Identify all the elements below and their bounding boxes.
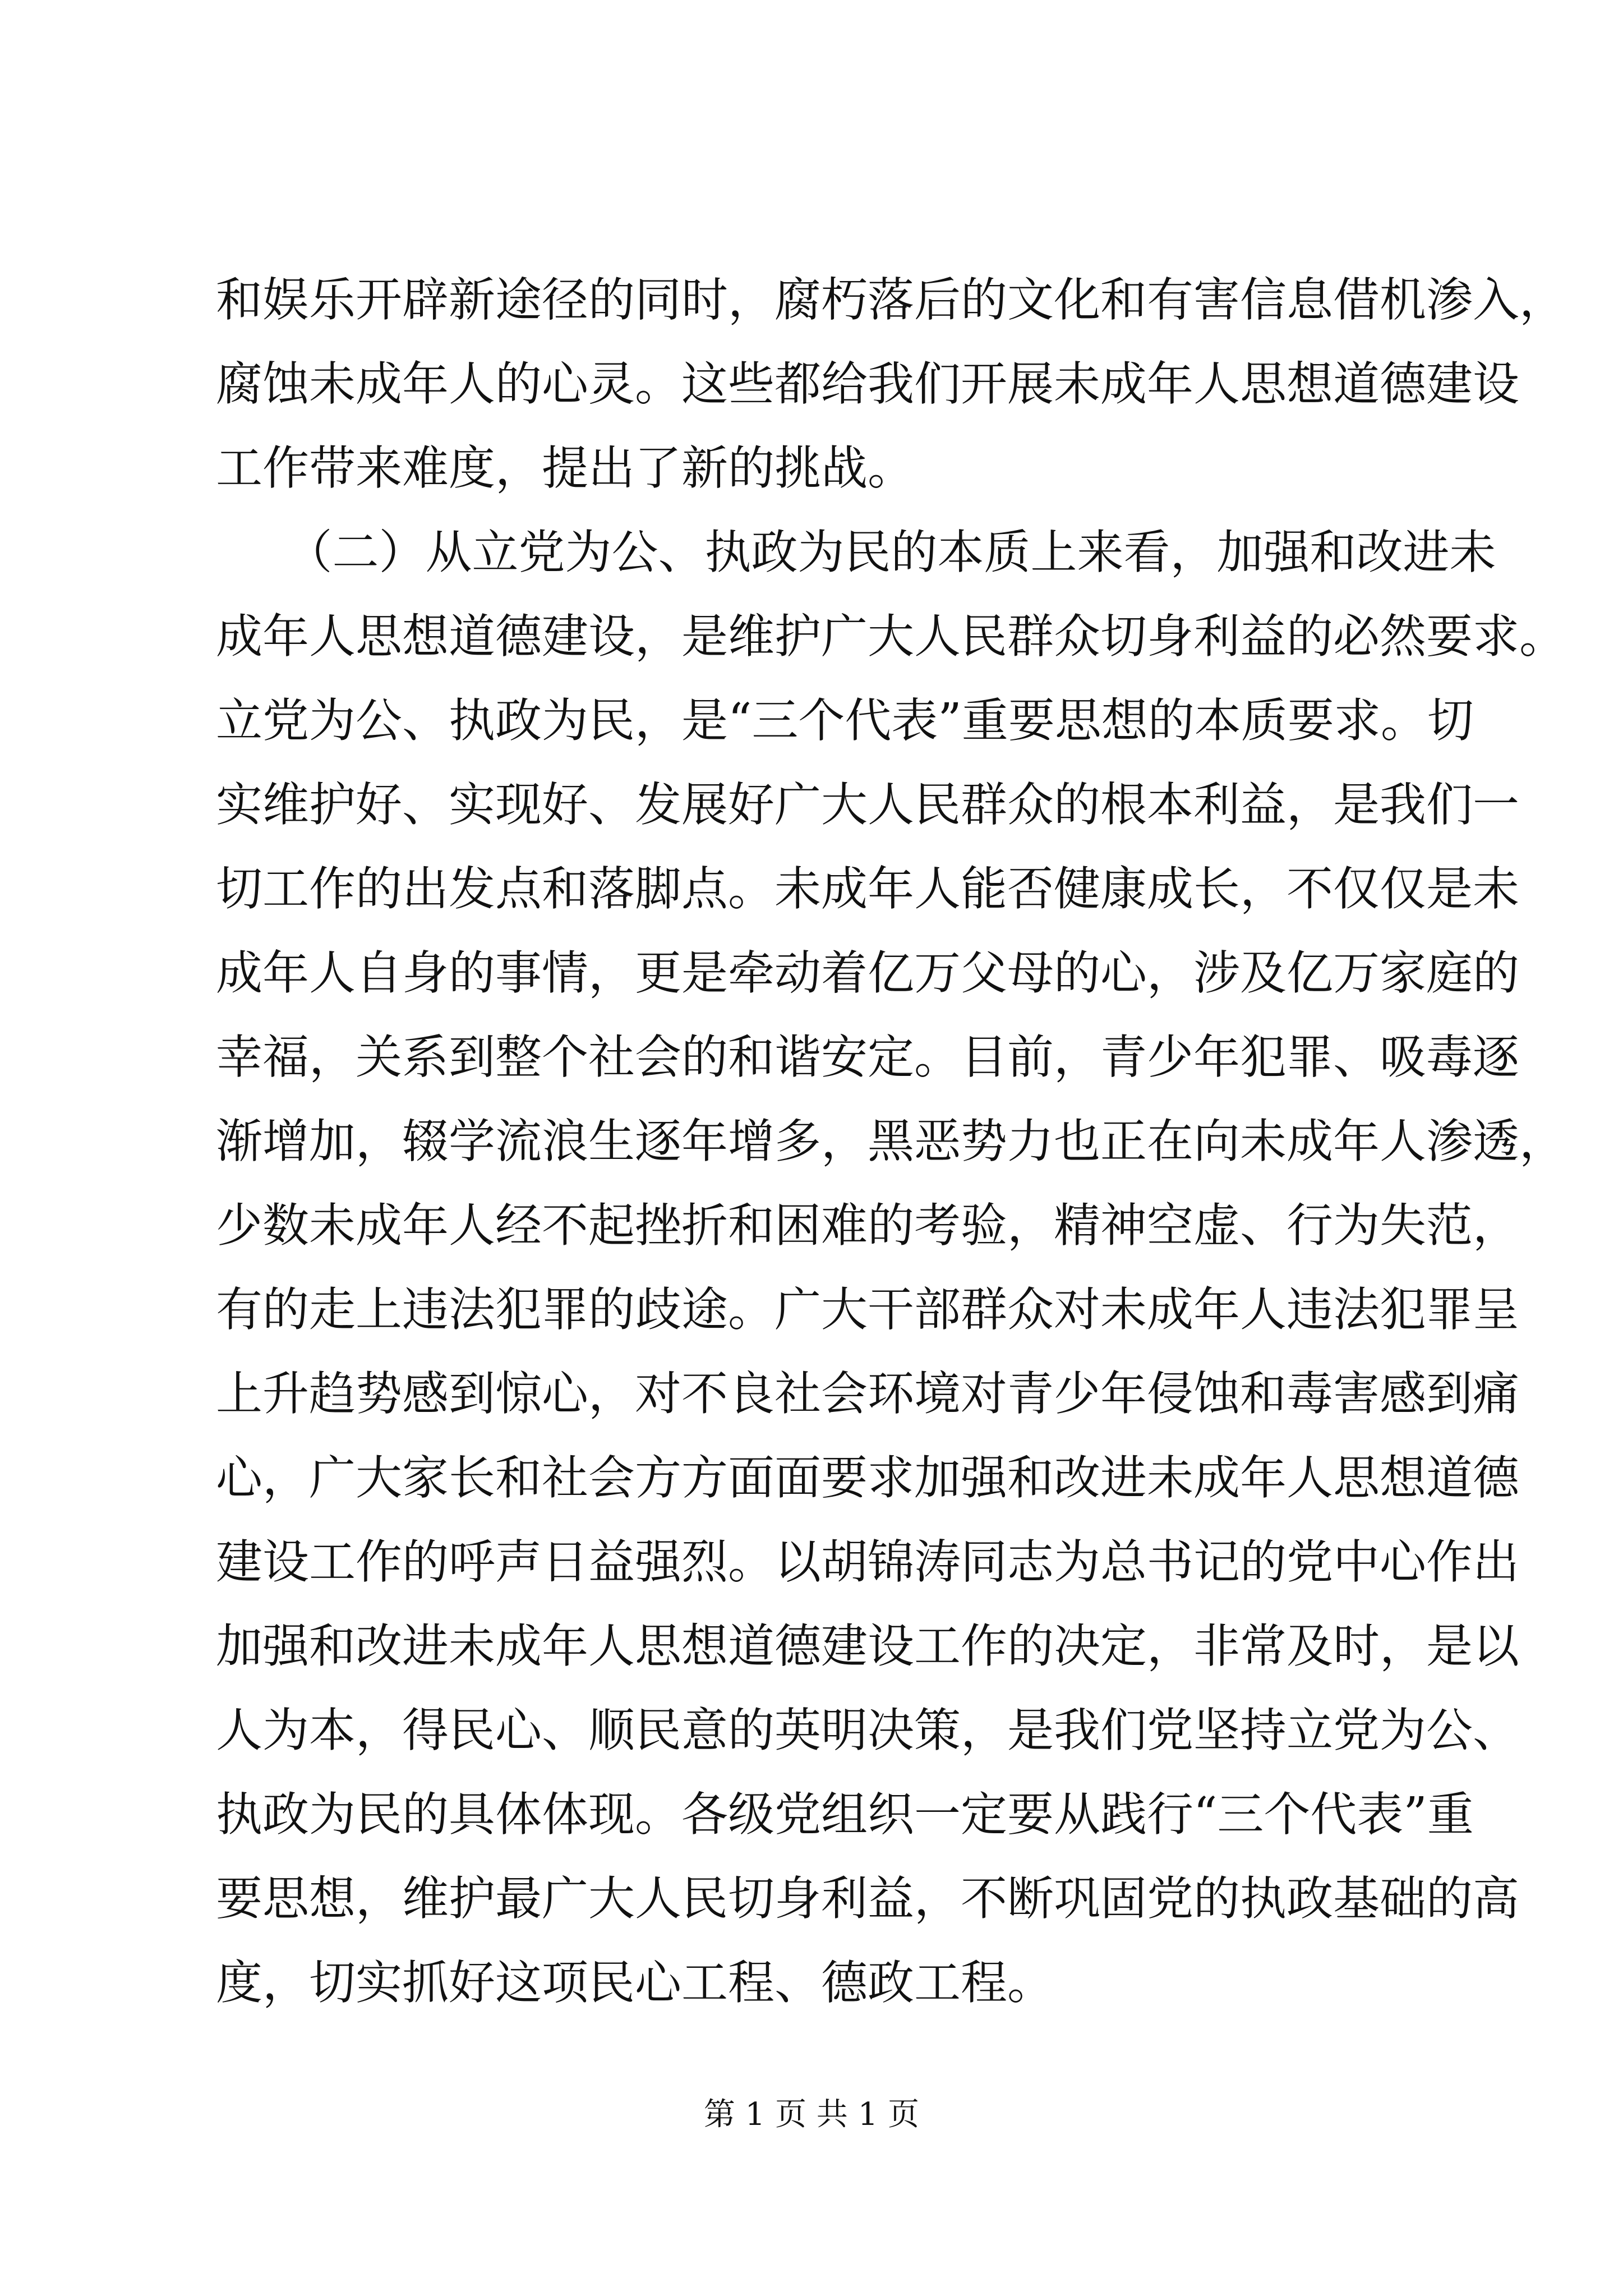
text-line: 度，切实抓好这项民心工程、德政工程。 [216, 1955, 1054, 2010]
text-line: （二）从立党为公、执政为民的本质上来看，加强和改进未 [216, 525, 1496, 579]
text-line: 幸福，关系到整个社会的和谐安定。目前，青少年犯罪、吸毒逐 [216, 1030, 1519, 1084]
text-line: 心，广大家长和社会方方面面要求加强和改进未成年人思想道德 [216, 1451, 1519, 1505]
body-text [216, 258, 1566, 2025]
text-line: 工作带来难度，提出了新的挑战。 [216, 441, 914, 495]
text-line: 切工作的出发点和落脚点。未成年人能否健康成长，不仅仅是未 [216, 862, 1519, 916]
text-line: 立党为公、执政为民，是“三个代表”重要思想的本质要求。切 [216, 693, 1474, 748]
text-line: 建设工作的呼声日益强烈。以胡锦涛同志为总书记的党中心作出 [216, 1535, 1519, 1589]
text-line: 腐蚀未成年人的心灵。这些都给我们开展未成年人思想道德建设 [216, 357, 1519, 411]
text-line: 渐增加，辍学流浪生逐年增多，黑恶势力也正在向未成年人渗透， [216, 1114, 1566, 1168]
text-line: 少数未成年人经不起挫折和困难的考验，精神空虚、行为失范， [216, 1198, 1519, 1253]
text-line: 上升趋势感到惊心，对不良社会环境对青少年侵蚀和毒害感到痛 [216, 1366, 1519, 1421]
text-line: 和娱乐开辟新途径的同时，腐朽落后的文化和有害信息借机渗入， [216, 273, 1566, 327]
text-line: 执政为民的具体体现。各级党组织一定要从践行“三个代表”重 [216, 1787, 1474, 1842]
text-line: 要思想，维护最广大人民切身利益，不断巩固党的执政基础的高 [216, 1871, 1519, 1926]
text-line: 人为本，得民心、顺民意的英明决策，是我们党坚持立党为公、 [216, 1703, 1519, 1757]
text-line: 加强和改进未成年人思想道德建设工作的决定，非常及时，是以 [216, 1619, 1519, 1673]
text-line: 成年人自身的事情，更是牵动着亿万父母的心，涉及亿万家庭的 [216, 946, 1519, 1000]
text-line: 成年人思想道德建设，是维护广大人民群众切身利益的必然要求。 [216, 609, 1566, 664]
text-line: 有的走上违法犯罪的歧途。广大干部群众对未成年人违法犯罪呈 [216, 1282, 1519, 1337]
text-line: 实维护好、实现好、发展好广大人民群众的根本利益，是我们一 [216, 777, 1519, 832]
page-footer [0, 2092, 1623, 2137]
page-number-label: 第 1 页 共 1 页 [703, 2096, 920, 2133]
